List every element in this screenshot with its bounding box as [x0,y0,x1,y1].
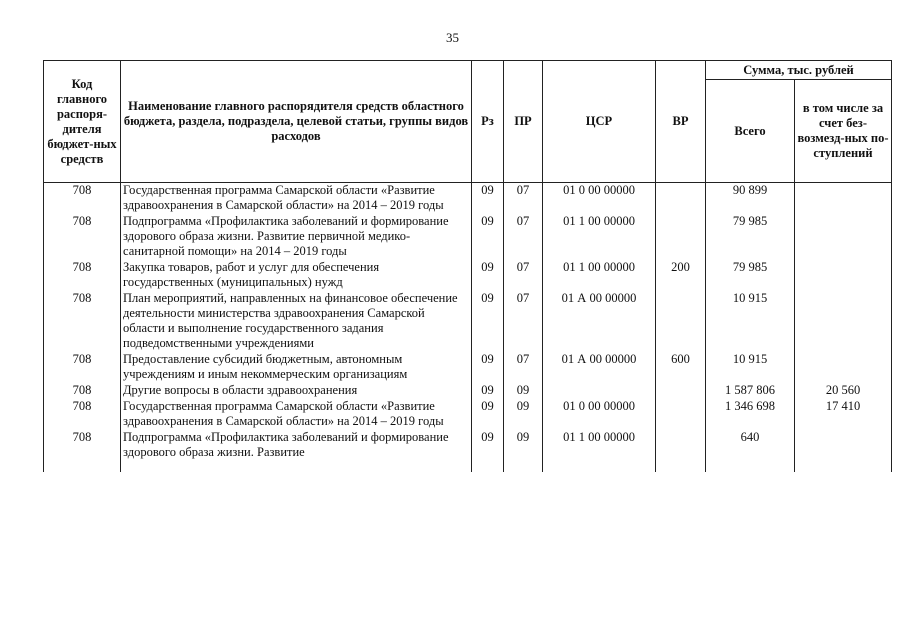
cell-name: Государственная программа Самарской области «Развитие здравоохранения в Самарской области» на 2014 – 2019 годы [121,183,472,215]
cell-total: 90 899 [706,183,795,215]
cell-rz: 09 [472,399,504,430]
table-row [44,291,892,352]
header-name: Наименование главного распорядителя средств областного бюджета, раздела, подраздела, целевой статьи, группы видов расходов [121,61,472,183]
cell-name: Другие вопросы в области здравоохранения [121,383,472,399]
cell-vr: 600 [656,352,706,383]
cell-name: Подпрограмма «Профилактика заболеваний и формирование здорового образа жизни. Развитие первичной медико-санитарной помощи» на 2014 – 2019 годы [121,214,472,260]
table-row [44,214,892,260]
cell-incl [795,430,892,472]
table-row [44,383,892,399]
cell-name: Подпрограмма «Профилактика заболеваний и формирование здорового образа жизни. Развитие [121,430,472,472]
cell-pr: 09 [504,399,543,430]
cell-csr: 01 0 00 00000 [543,183,656,215]
header-sum-group: Сумма, тыс. рублей [706,61,892,80]
header-rz: Рз [472,61,504,183]
cell-csr: 01 1 00 00000 [543,430,656,472]
cell-total: 10 915 [706,291,795,352]
cell-total: 640 [706,430,795,472]
cell-rz: 09 [472,430,504,472]
cell-incl [795,183,892,215]
cell-rz: 09 [472,183,504,215]
header-pr: ПР [504,61,543,183]
cell-vr [656,383,706,399]
cell-incl [795,352,892,383]
cell-pr: 07 [504,291,543,352]
table-row [44,352,892,383]
cell-code: 708 [44,260,121,291]
cell-total: 1 346 698 [706,399,795,430]
cell-code: 708 [44,214,121,260]
page-number: 35 [446,30,459,45]
cell-incl: 17 410 [795,399,892,430]
header-total: Всего [706,80,795,183]
cell-csr: 01 1 00 00000 [543,214,656,260]
header-code: Код главного распоря-дителя бюджет-ных средств [44,61,121,183]
cell-pr: 07 [504,352,543,383]
cell-csr: 01 А 00 00000 [543,352,656,383]
cell-total: 79 985 [706,214,795,260]
cell-code: 708 [44,430,121,472]
cell-csr: 01 А 00 00000 [543,291,656,352]
header-csr: ЦСР [543,61,656,183]
cell-rz: 09 [472,383,504,399]
cell-csr [543,383,656,399]
cell-vr [656,430,706,472]
cell-csr: 01 0 00 00000 [543,399,656,430]
cell-code: 708 [44,291,121,352]
cell-code: 708 [44,399,121,430]
cell-code: 708 [44,383,121,399]
cell-total: 79 985 [706,260,795,291]
cell-rz: 09 [472,214,504,260]
cell-vr [656,399,706,430]
cell-vr [656,183,706,215]
cell-vr [656,291,706,352]
cell-pr: 07 [504,183,543,215]
table-row [44,183,892,215]
cell-name: Предоставление субсидий бюджетным, автономным учреждениям и иным некоммерческим организациям [121,352,472,383]
cell-incl [795,291,892,352]
table-row [44,399,892,430]
cell-pr: 09 [504,383,543,399]
cell-total: 10 915 [706,352,795,383]
cell-code: 708 [44,352,121,383]
cell-pr: 07 [504,214,543,260]
table-row [44,430,892,472]
header-vr: ВР [656,61,706,183]
cell-code: 708 [44,183,121,215]
cell-total: 1 587 806 [706,383,795,399]
cell-vr [656,214,706,260]
cell-incl: 20 560 [795,383,892,399]
header-incl: в том числе за счет без-возмезд-ных по-ступлений [795,80,892,183]
table-row [44,260,892,291]
cell-name: Государственная программа Самарской области «Развитие здравоохранения в Самарской области» на 2014 – 2019 годы [121,399,472,430]
cell-name: Закупка товаров, работ и услуг для обеспечения государственных (муниципальных) нужд [121,260,472,291]
budget-table [43,60,892,472]
cell-incl [795,260,892,291]
cell-vr: 200 [656,260,706,291]
cell-rz: 09 [472,260,504,291]
cell-pr: 09 [504,430,543,472]
cell-name: План мероприятий, направленных на финансовое обеспечение деятельности министерства здравоохранения Самарской области и выполнение государственного задания подведомственными учреждениями [121,291,472,352]
cell-rz: 09 [472,352,504,383]
cell-rz: 09 [472,291,504,352]
cell-pr: 07 [504,260,543,291]
cell-incl [795,214,892,260]
cell-csr: 01 1 00 00000 [543,260,656,291]
